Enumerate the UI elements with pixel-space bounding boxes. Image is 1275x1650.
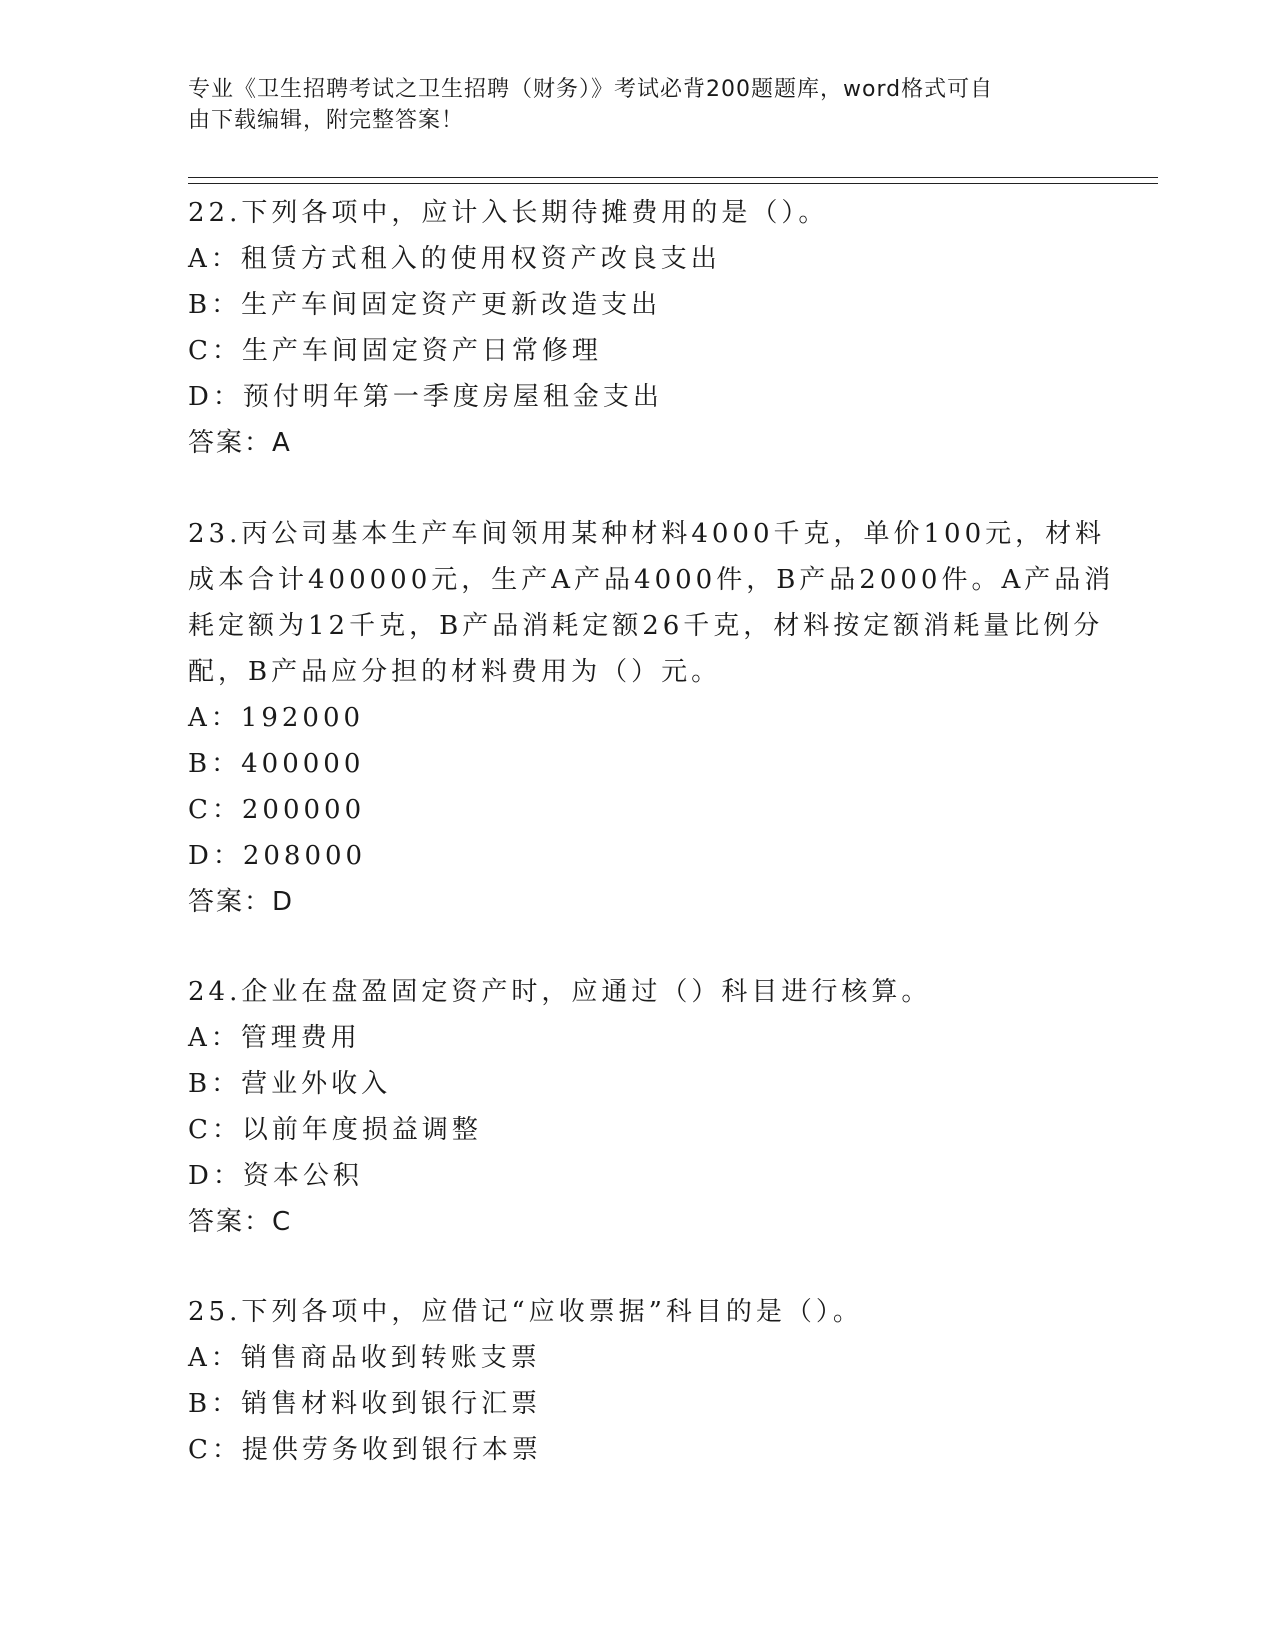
question-stem: 耗定额为12千克，B产品消耗定额26千克，材料按定额消耗量比例分 (188, 611, 1104, 641)
question-block (188, 511, 1115, 925)
question-block (188, 190, 1088, 466)
option-a: A：租赁方式租入的使用权资产改良支出 (188, 244, 721, 274)
answer: 答案：D (188, 887, 295, 917)
question-stem: 22.下列各项中，应计入长期待摊费用的是（）。 (188, 198, 829, 228)
option-d: D：预付明年第一季度房屋租金支出 (188, 382, 663, 412)
question-stem: 成本合计400000元，生产A产品4000件，B产品2000件。A产品消 (188, 565, 1115, 595)
question-stem: 25.下列各项中，应借记“应收票据”科目的是（）。 (188, 1297, 863, 1327)
option-b: B：生产车间固定资产更新改造支出 (188, 290, 662, 320)
question-stem: 24.企业在盘盈固定资产时，应通过（）科目进行核算。 (188, 977, 932, 1007)
option-c: C：以前年度损益调整 (188, 1115, 482, 1145)
option-a: A：192000 (188, 703, 365, 733)
answer: 答案：C (188, 1207, 293, 1237)
question-stem: 23.丙公司基本生产车间领用某种材料4000千克，单价100元，材料 (188, 519, 1106, 549)
option-c: C：生产车间固定资产日常修理 (188, 336, 602, 366)
answer: 答案：A (188, 428, 292, 458)
question-stem: 配，B产品应分担的材料费用为（）元。 (188, 657, 722, 687)
header-line: 专业《卫生招聘考试之卫生招聘（财务）》考试必背200题题库，word格式可自 (188, 77, 994, 102)
option-a: A：管理费用 (188, 1023, 361, 1053)
option-b: B：营业外收入 (188, 1069, 392, 1099)
option-c: C：提供劳务收到银行本票 (188, 1435, 542, 1465)
option-c: C：200000 (188, 795, 366, 825)
question-block (188, 969, 1088, 1245)
header-note (188, 74, 1088, 136)
header-line: 由下载编辑，附完整答案！ (188, 108, 465, 133)
question-block (188, 1289, 1088, 1473)
header-divider (188, 177, 1158, 178)
option-d: D：资本公积 (188, 1161, 363, 1191)
option-b: B：销售材料收到银行汇票 (188, 1389, 542, 1419)
option-b: B：400000 (188, 749, 365, 779)
option-d: D：208000 (188, 841, 367, 871)
header-divider (188, 183, 1158, 184)
option-a: A：销售商品收到转账支票 (188, 1343, 541, 1373)
